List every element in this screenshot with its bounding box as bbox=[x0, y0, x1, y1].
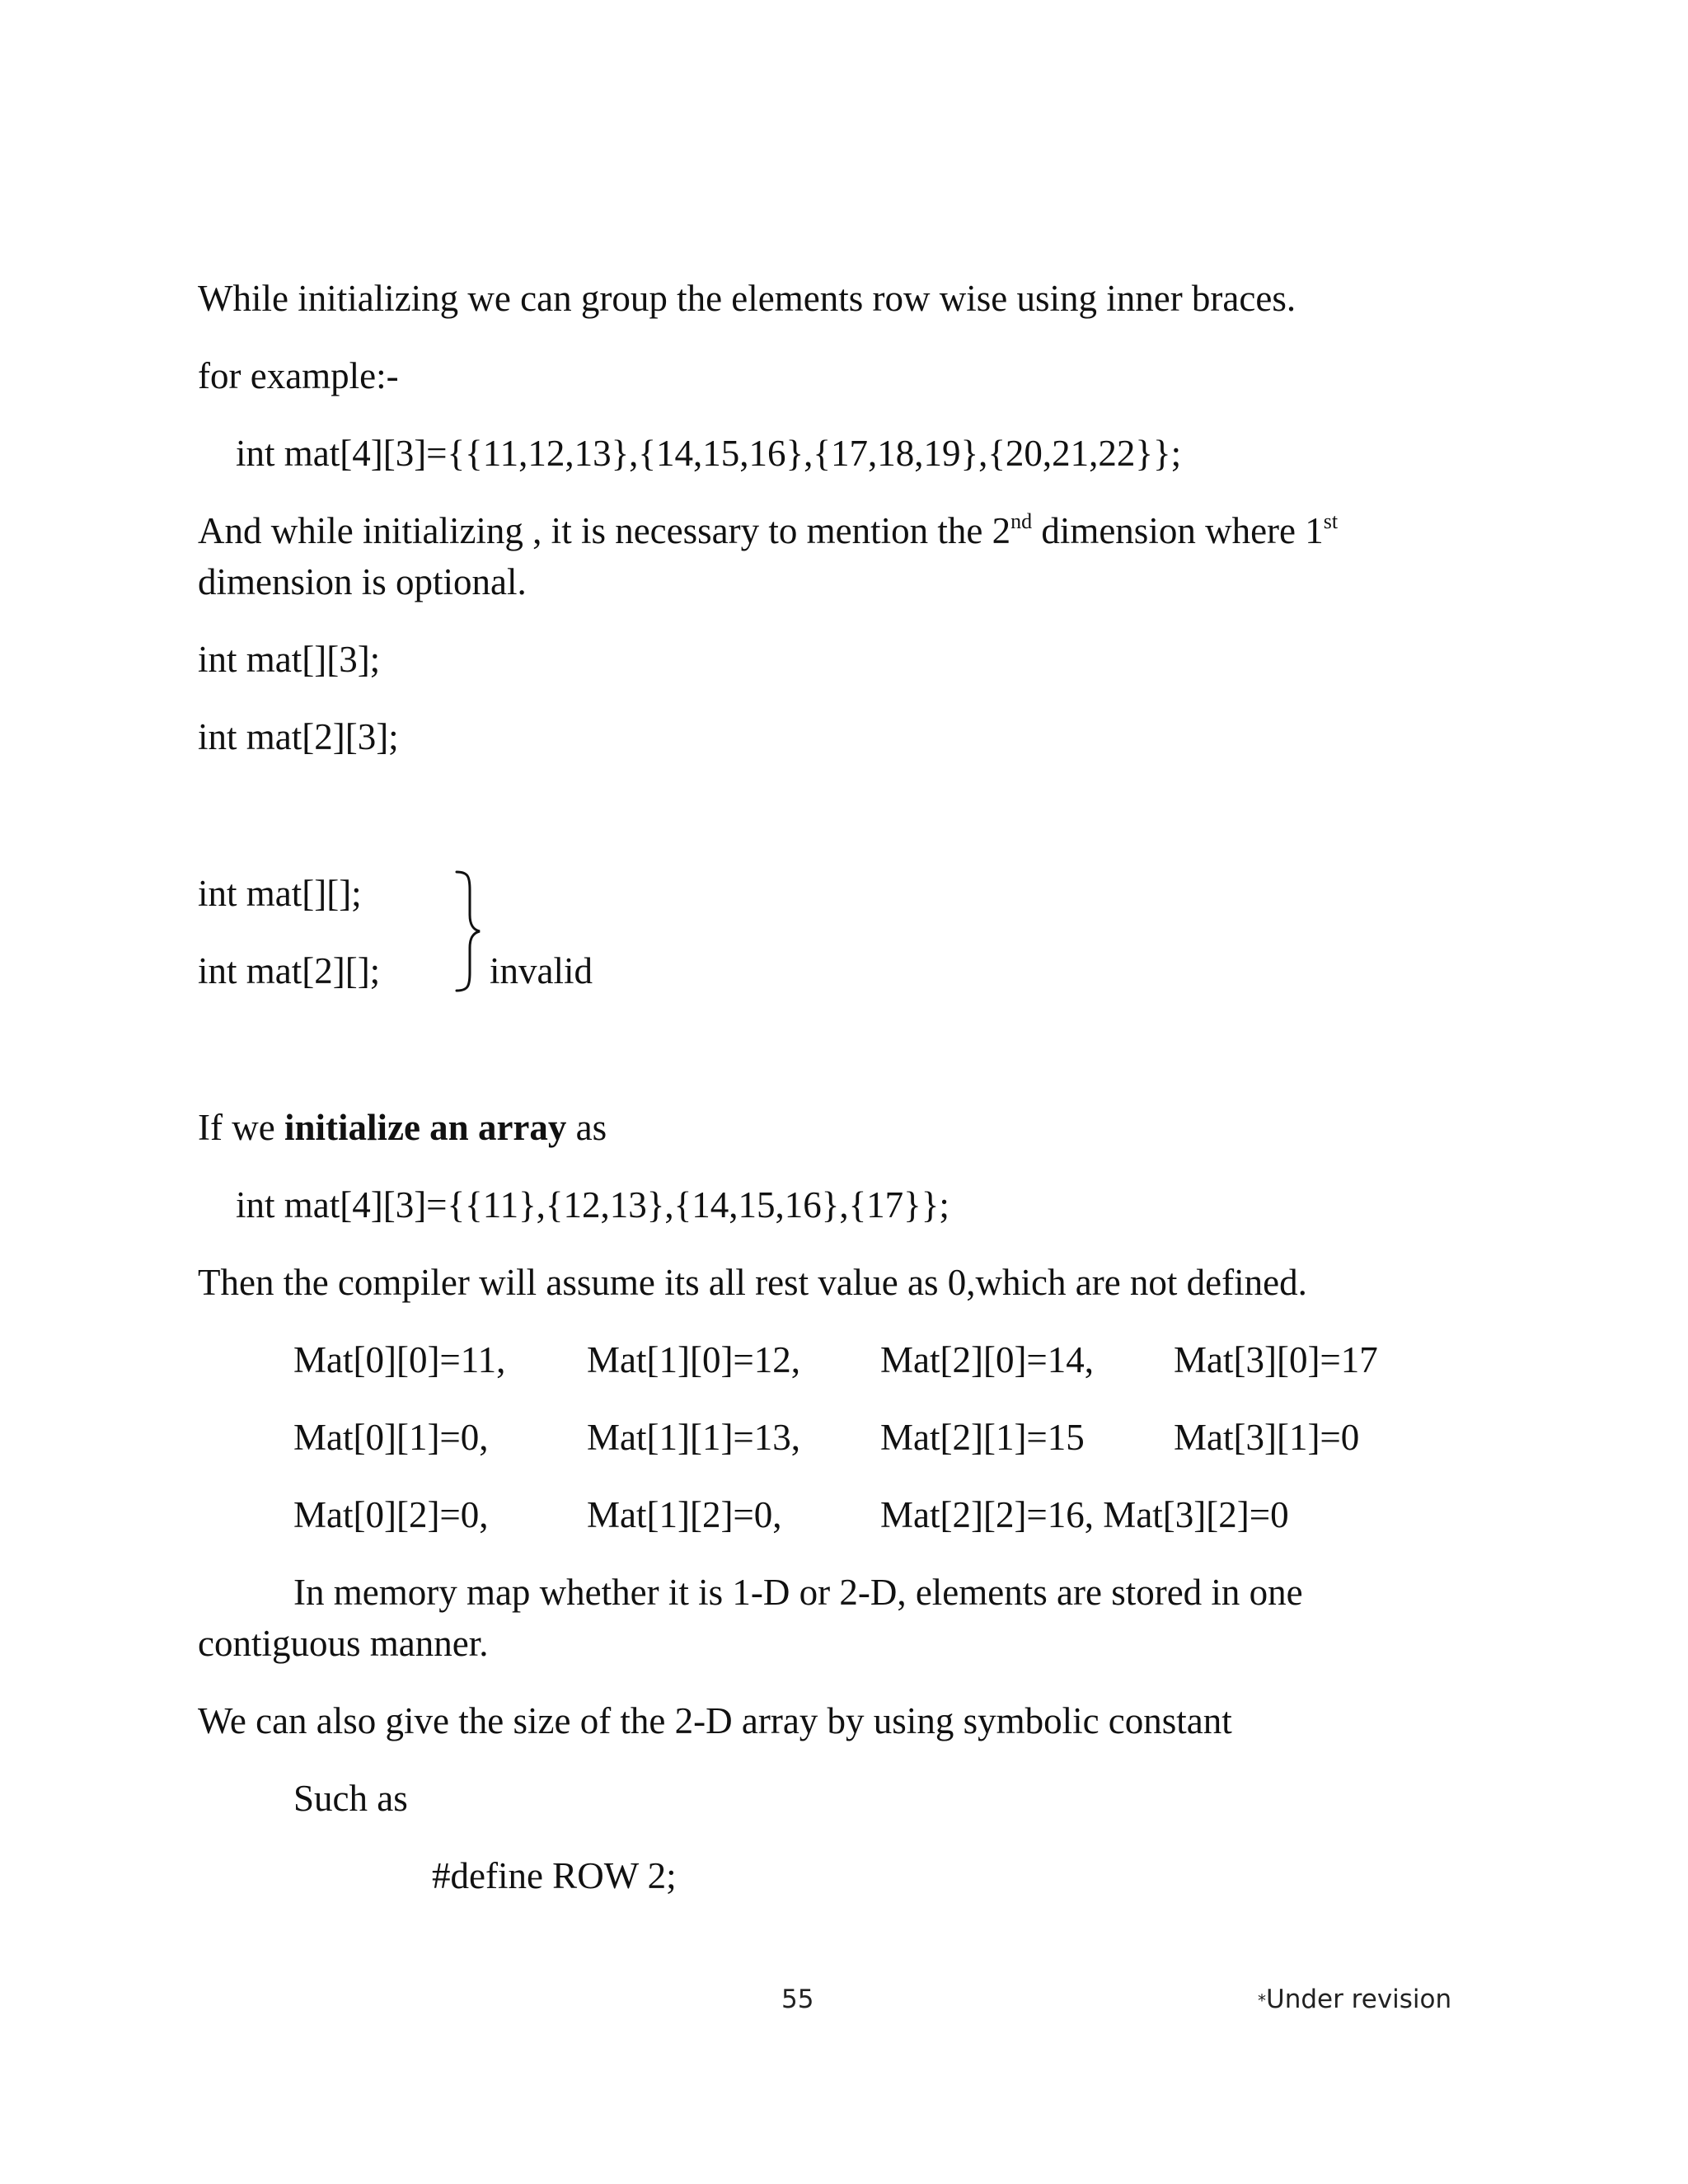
matrix-value: Mat[0][0]=11, bbox=[293, 1339, 506, 1380]
initialize-prefix: If we bbox=[198, 1107, 284, 1148]
valid-decl-1: int mat[][3]; bbox=[198, 639, 381, 680]
matrix-value: Mat[1][0]=12, bbox=[587, 1339, 801, 1380]
such-as-label: Such as bbox=[293, 1778, 408, 1819]
memory-map-line1: In memory map whether it is 1-D or 2-D, elements are stored in one bbox=[293, 1572, 1303, 1613]
matrix-value: Mat[1][1]=13, bbox=[587, 1417, 801, 1458]
matrix-value: Mat[0][1]=0, bbox=[293, 1417, 489, 1458]
dimension-note-text2: dimension where 1 bbox=[1032, 510, 1324, 551]
invalid-decl-2: int mat[2][]; bbox=[198, 950, 381, 991]
matrix-value: Mat[2][0]=14, bbox=[880, 1339, 1095, 1380]
for-example-label: for example:- bbox=[198, 355, 399, 396]
dimension-note-line1 bbox=[198, 508, 1338, 554]
valid-decl-2: int mat[2][3]; bbox=[198, 716, 399, 757]
page-number: 55 bbox=[781, 1985, 814, 2014]
superscript-nd: nd bbox=[1010, 509, 1033, 533]
matrix-value: Mat[1][2]=0, bbox=[587, 1494, 782, 1535]
revision-text: Under revision bbox=[1266, 1985, 1452, 2014]
invalid-decl-1: int mat[][]; bbox=[198, 873, 362, 914]
matrix-value: Mat[0][2]=0, bbox=[293, 1494, 489, 1535]
matrix-value: Mat[3][1]=0 bbox=[1174, 1417, 1360, 1458]
code-example-init-2: int mat[4][3]={{11},{12,13},{14,15,16},{17}}; bbox=[236, 1184, 950, 1226]
dimension-note-line2: dimension is optional. bbox=[198, 561, 527, 602]
matrix-value: Mat[2][1]=15 bbox=[880, 1417, 1085, 1458]
code-example-init-1: int mat[4][3]={{11,12,13},{14,15,16},{17,18,19},{20,21,22}}; bbox=[236, 433, 1182, 474]
superscript-st: st bbox=[1323, 509, 1339, 533]
dimension-note-text1: And while initializing , it is necessary to mention the 2 bbox=[198, 510, 1011, 551]
memory-map-line2: contiguous manner. bbox=[198, 1623, 489, 1664]
symbolic-constant-sentence: We can also give the size of the 2-D array by using symbolic constant bbox=[198, 1700, 1232, 1741]
right-curly-brace-icon bbox=[452, 865, 485, 997]
initialize-suffix: as bbox=[566, 1107, 607, 1148]
invalid-label: invalid bbox=[490, 950, 593, 991]
paragraph-group-rows: While initializing we can group the elements row wise using inner braces. bbox=[198, 278, 1296, 319]
revision-star: * bbox=[1258, 1990, 1266, 2011]
matrix-value: Mat[2][2]=16, Mat[3][2]=0 bbox=[880, 1494, 1289, 1535]
matrix-value: Mat[3][0]=17 bbox=[1174, 1339, 1378, 1380]
revision-note bbox=[1258, 1983, 1451, 2018]
initialize-sentence bbox=[198, 1104, 607, 1151]
define-row-code: #define ROW 2; bbox=[432, 1855, 677, 1896]
initialize-bold-phrase: initialize an array bbox=[284, 1107, 567, 1148]
compiler-note: Then the compiler will assume its all rest value as 0,which are not defined. bbox=[198, 1262, 1307, 1303]
